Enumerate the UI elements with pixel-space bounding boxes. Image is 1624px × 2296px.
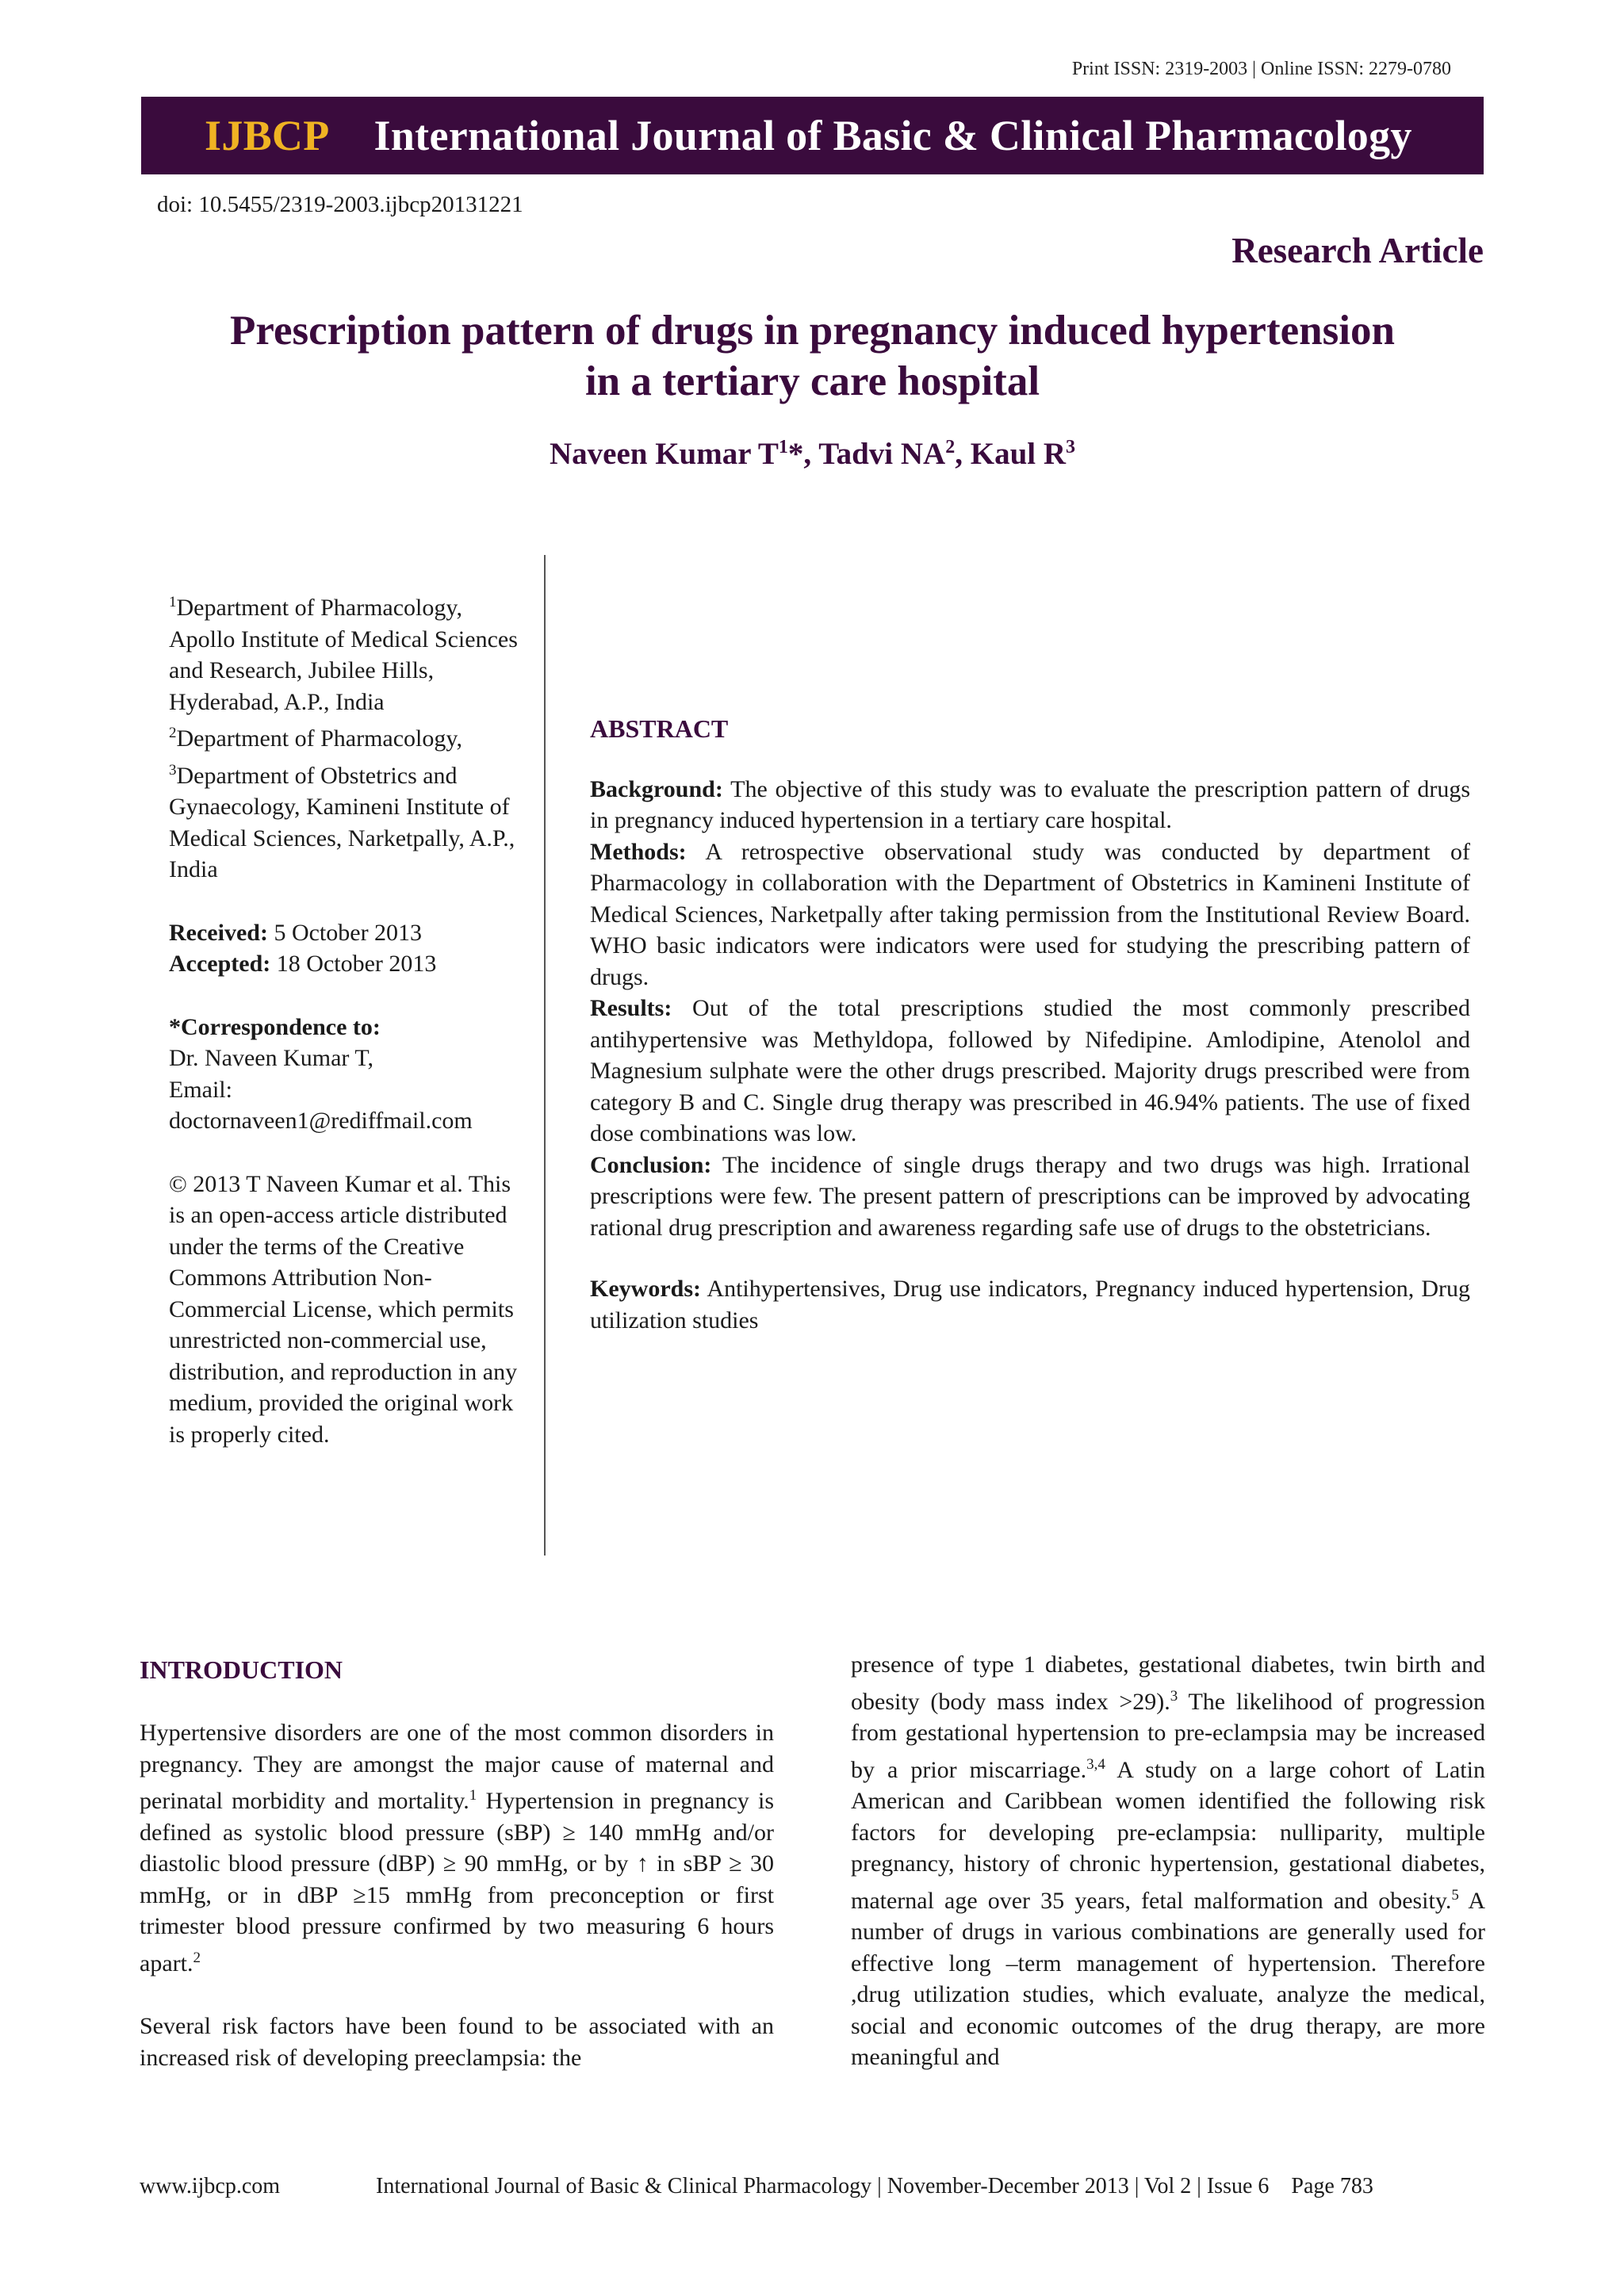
- introduction-column-1: [140, 1717, 774, 2073]
- keywords-label: Keywords:: [590, 1276, 701, 1302]
- affiliation-text: Department of Pharmacology,: [176, 725, 462, 752]
- citation-sup: 3,4: [1086, 1755, 1105, 1773]
- abstract-background: [590, 774, 1470, 836]
- correspondence-label: [169, 1012, 526, 1043]
- intro-paragraph-2-continued: presence of type 1 diabetes, gestational diabetes, twin birth and obesity (body mass index >29).$^3$ The likelihood of progression from gestational hypertension to pre-eclampsia may be increased by a prior miscarriage.$^{3,4}$ A study on a large cohort of Latin American and Caribbean women identified the following risk factors for developing pre-eclampsia: nulliparity, multiple pregnancy, history of chronic hypertension, gestational diabetes, maternal age over 35 years, fetal malformation and obesity.$^5$ A number of drugs in various combinations are generally used for effective long –term management of hypertension. Therefore ,drug utilization studies, which evaluate, analyze the medical, social and economic outcomes of the drug therapy, are more meaningful and: [851, 1651, 1485, 2070]
- journal-name: International Journal of Basic & Clinical Pharmacology: [373, 112, 1412, 159]
- affiliation-sup: 2: [169, 725, 177, 741]
- license-text: © 2013 T Naveen Kumar et al. This is an open-access article distributed under the terms of the Creative Commons Attribution Non-Commercial License, which permits unrestricted non-commercial use, distribution, and reproduction in any medium, provided the original work is properly cited.: [169, 1170, 518, 1448]
- affiliation-1: [169, 587, 526, 718]
- received-date: [169, 917, 526, 949]
- affiliation-3: [169, 755, 526, 886]
- citation-sup: 1: [469, 1787, 477, 1804]
- intro-paragraph-2-start: Several risk factors have been found to be associated with an increased risk of developing preeclampsia: the: [140, 2013, 774, 2071]
- accepted-value: 18 October 2013: [276, 951, 437, 977]
- intro-text: A number of drugs in various combinations are generally used for effective long –term management of hypertension. Therefore ,drug utilization studies, which evaluate, analyze the medical, social and economic outcomes of the drug therapy, are more meaningful and: [851, 1887, 1485, 2070]
- abstract-keywords: [590, 1273, 1470, 1336]
- affiliation-text: Department of Obstetrics and Gynaecology, Kamineni Institute of Medical Sciences, Narketpally, A.P., India: [169, 762, 515, 882]
- correspondence-name: Dr. Naveen Kumar T,: [169, 1045, 373, 1071]
- author-separator: ,: [955, 437, 971, 471]
- author-affiliation-sup: 1: [778, 437, 788, 457]
- methods-text: A retrospective observational study was conducted by department of Pharmacology in collaboration with the Department of Obstetrics in Kamineni Institute of Medical Sciences, Narketpally after taking permission from the Institutional Review Board. WHO basic indicators were indicators were used for studying the prescribing pattern of drugs.: [590, 838, 1470, 990]
- introduction-column-2: [851, 1649, 1485, 2073]
- article-type: Research Article: [1231, 231, 1484, 270]
- abstract-section: [590, 714, 1470, 1336]
- affiliation-2: [169, 718, 526, 755]
- journal-banner: [141, 97, 1484, 174]
- author-name: Naveen Kumar T: [549, 437, 779, 471]
- citation-sup: 3: [1170, 1687, 1178, 1705]
- column-divider: [544, 555, 546, 1556]
- intro-text: Hypertension in pregnancy is defined as systolic blood pressure (sBP) ≥ 140 mmHg and/or diastolic blood pressure (dBP) ≥ 90 mmHg, or by ↑ in sBP ≥ 30 mmHg, or in dBP ≥15 mmHg from preconception or first trimester blood pressure confirmed by two measuring 6 hours apart.: [140, 1788, 774, 1976]
- article-title: [141, 305, 1484, 407]
- footer-citation: International Journal of Basic & Clinical Pharmacology | November-December 2013 | Vol 2 | Issue 6 Page 783: [376, 2174, 1373, 2198]
- abstract-methods: [590, 836, 1470, 993]
- author-name: Kaul R: [970, 437, 1067, 471]
- citation-sup: 2: [193, 1949, 201, 1966]
- conclusion-text: The incidence of single drugs therapy and two drugs was high. Irrational prescriptions were few. The present pattern of prescriptions can be improved by advocating rational drug prescription and awareness regarding safe use of drugs to the obstetricians.: [590, 1151, 1470, 1241]
- intro-text: Hypertensive disorders are one of the most common disorders in pregnancy. They are amongst the major cause of maternal and perinatal morbidity and mortality.: [140, 1720, 774, 1814]
- background-text: The objective of this study was to evaluate the prescription pattern of drugs in pregnancy induced hypertension in a tertiary care hospital.: [590, 775, 1470, 833]
- accepted-label: Accepted:: [169, 951, 271, 977]
- journal-website-link[interactable]: www.ijbcp.com: [140, 2174, 281, 2198]
- author-name: Tadvi NA: [818, 437, 946, 471]
- affiliation-text: Department of Pharmacology, Apollo Institute of Medical Sciences and Research, Jubilee Hills, Hyderabad, A.P., India: [169, 595, 518, 715]
- intro-text: A study on a large cohort of Latin American and Caribbean women identified the following risk factors for developing pre-eclampsia: nulliparity, multiple pregnancy, history of chronic hypertension, gestational diabetes, maternal age over 35 years, fetal malformation and obesity.: [851, 1756, 1485, 1914]
- keywords-text: Antihypertensives, Drug use indicators, Pregnancy induced hypertension, Drug utilization studies: [590, 1276, 1470, 1334]
- author-list: [141, 436, 1484, 472]
- email-link[interactable]: doctornaveen1@rediffmail.com: [169, 1108, 473, 1134]
- correspondence-heading: *Correspondence to:: [169, 1013, 381, 1040]
- affiliation-sup: 3: [169, 761, 177, 779]
- methods-label: Methods:: [590, 838, 687, 865]
- received-value: 5 October 2013: [274, 919, 423, 946]
- abstract-conclusion: [590, 1150, 1470, 1244]
- issn-line: Print ISSN: 2319-2003 | Online ISSN: 2279-0780: [1071, 59, 1451, 79]
- title-line-2: in a tertiary care hospital: [584, 358, 1040, 404]
- introduction-heading: INTRODUCTION: [140, 1655, 343, 1684]
- affiliation-sup: 1: [169, 594, 177, 610]
- received-label: Received:: [169, 919, 268, 946]
- page-footer: [140, 2174, 1484, 2199]
- results-text: Out of the total prescriptions studied the most commonly prescribed antihypertensive was Methyldopa, followed by Nifedipine. Amlodipine, Atenolol and Magnesium sulphate were the other drugs prescribed. Majority drugs prescribed were from category B and C. Single drug therapy was prescribed in 46.94% patients. The use of fixed dose combinations was low.: [590, 995, 1471, 1146]
- conclusion-label: Conclusion:: [590, 1151, 712, 1178]
- author-affiliation-sup: 3: [1066, 437, 1076, 457]
- email-label: Email:: [169, 1076, 232, 1103]
- results-label: Results:: [590, 995, 672, 1021]
- abstract-heading: ABSTRACT: [590, 714, 729, 743]
- background-label: Background:: [590, 775, 723, 802]
- accepted-date: [169, 948, 526, 980]
- article-info-sidebar: [169, 587, 526, 1450]
- doi[interactable]: doi: 10.5455/2319-2003.ijbcp20131221: [157, 192, 523, 217]
- intro-text: The likelihood of progression from gestational hypertension to pre-eclampsia may be increased by a prior miscarriage.: [851, 1688, 1485, 1783]
- citation-sup: 5: [1451, 1886, 1459, 1904]
- journal-abbreviation: IJBCP: [205, 112, 330, 159]
- author-separator: *,: [787, 437, 819, 471]
- intro-paragraph-1: [140, 1717, 774, 1979]
- title-line-1: Prescription pattern of drugs in pregnancy induced hypertension: [230, 308, 1395, 354]
- abstract-results: [590, 993, 1470, 1150]
- author-affiliation-sup: 2: [945, 437, 956, 457]
